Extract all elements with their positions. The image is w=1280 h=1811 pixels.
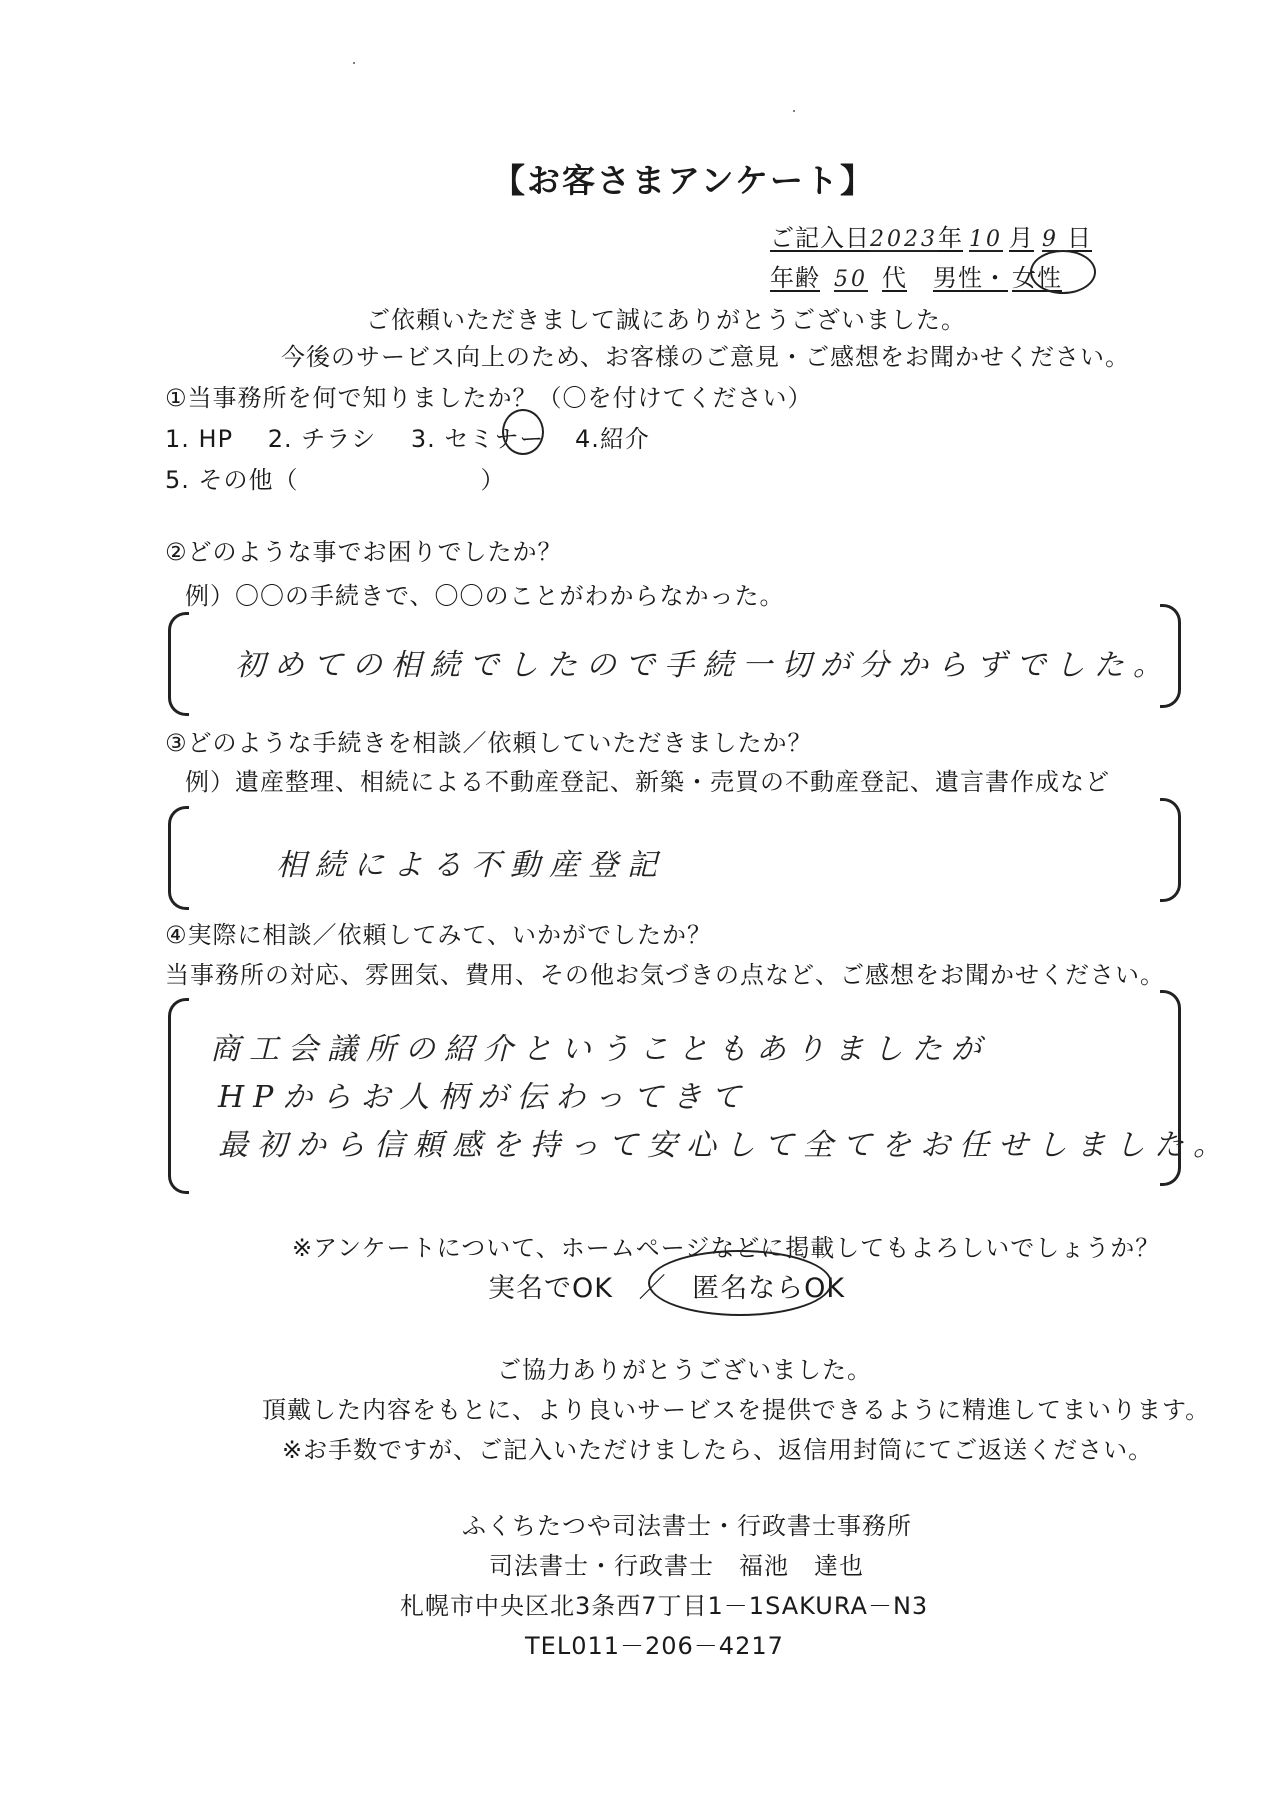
q3-example: 例）遺産整理、相続による不動産登記、新築・売買の不動産登記、遺言書作成など — [185, 768, 1110, 796]
q1-option-seminar: 3. セミナー — [410, 425, 545, 453]
q1-options — [165, 419, 650, 454]
q1-option-flyer: 2. チラシ — [267, 425, 377, 453]
q2-question: ②どのような事でお困りでしたか？ — [165, 538, 563, 566]
office-person: 司法書士・行政書士 福池 達也 — [489, 1552, 864, 1580]
closing-line-2: 頂戴した内容をもとに、より良いサービスを提供できるように精進してまいります。 — [262, 1396, 1211, 1424]
intro-line-1: ご依頼いただきまして誠にありがとうございました。 — [366, 306, 966, 334]
q3-answer-bracket-right — [1160, 798, 1181, 902]
scan-speck — [793, 110, 795, 112]
intro-line-2: 今後のサービス向上のため、お客様のご意見・ご感想をお聞かせください。 — [281, 343, 1131, 371]
q2-answer: 初めての相続でしたので手続一切が分からずでした。 — [235, 648, 1172, 683]
female-selection-circle — [1030, 250, 1096, 294]
q4-question: ④実際に相談／依頼してみて、いかがでしたか？ — [165, 921, 713, 949]
q1-option-other-close: ） — [480, 466, 506, 494]
q4-answer-line-1: 商工会議所の紹介ということもありましたが — [210, 1032, 990, 1067]
scan-speck — [353, 62, 355, 64]
q4-answer-line-3: 最初から信頼感を持って安心して全てをお任せしました。 — [218, 1128, 1232, 1163]
date-line — [770, 218, 1092, 253]
publish-question: ※アンケートについて、ホームページなどに掲載してもよろしいでしょうか？ — [292, 1234, 1161, 1262]
q4-subtext: 当事務所の対応、雰囲気、費用、その他お気づきの点など、ご感想をお聞かせください。 — [165, 961, 1165, 989]
date-month: 10 — [969, 227, 1003, 252]
publish-option-sep: ／ — [638, 1273, 667, 1304]
publish-option-real-name: 実名でOK — [488, 1273, 613, 1304]
referral-selection-circle — [502, 409, 544, 455]
office-tel: TEL011－206－4217 — [525, 1632, 784, 1660]
age-line — [770, 258, 1062, 293]
date-day: 9 — [1042, 227, 1059, 252]
q4-answer-bracket-left — [168, 998, 189, 1194]
anonymous-selection-circle — [648, 1250, 832, 1316]
q2-answer-bracket-left — [168, 612, 189, 716]
q2-example: 例）〇〇の手続きで、〇〇のことがわからなかった。 — [185, 582, 785, 610]
gender-sep: ・ — [983, 264, 1008, 292]
office-address: 札幌市中央区北3条西7丁目1－1SAKURA－N3 — [400, 1592, 929, 1620]
q1-option-referral-number: 4. — [575, 425, 600, 453]
publish-option-anonymous: 匿名ならOK — [692, 1273, 846, 1304]
age-value: 50 — [834, 267, 868, 292]
date-year-unit: 年 — [938, 224, 963, 252]
date-label: ご記入日 — [770, 224, 870, 252]
q1-option-other-label: 5. その他（ — [165, 466, 299, 494]
closing-line-1: ご協力ありがとうございました。 — [497, 1356, 872, 1384]
gender-female: 女性 — [1012, 264, 1062, 292]
q4-answer-line-2: HPからお人柄が伝わってきて — [218, 1080, 751, 1115]
q3-answer-bracket-left — [168, 806, 189, 910]
age-unit: 代 — [882, 264, 907, 292]
q1-option-other — [165, 460, 506, 495]
date-day-unit: 日 — [1067, 224, 1092, 252]
q1-option-hp: 1. HP — [165, 425, 234, 453]
q3-question: ③どのような手続きを相談／依頼していただきましたか？ — [165, 729, 813, 757]
closing-line-3: ※お手数ですが、ご記入いただけましたら、返信用封筒にてご返送ください。 — [282, 1436, 1154, 1464]
q3-answer: 相続による不動産登記 — [276, 848, 666, 883]
gender-male: 男性 — [933, 264, 983, 292]
q1-option-referral-label: 紹介 — [599, 425, 650, 453]
age-label: 年齢 — [770, 264, 820, 292]
office-name: ふくちたつや司法書士・行政書士事務所 — [462, 1512, 912, 1540]
date-month-unit: 月 — [1009, 224, 1034, 252]
q1-question: ①当事務所を何で知りましたか？（〇を付けてください） — [165, 384, 813, 412]
date-year: 2023 — [870, 227, 938, 252]
page-title: 【お客さまアンケート】 — [492, 161, 876, 200]
